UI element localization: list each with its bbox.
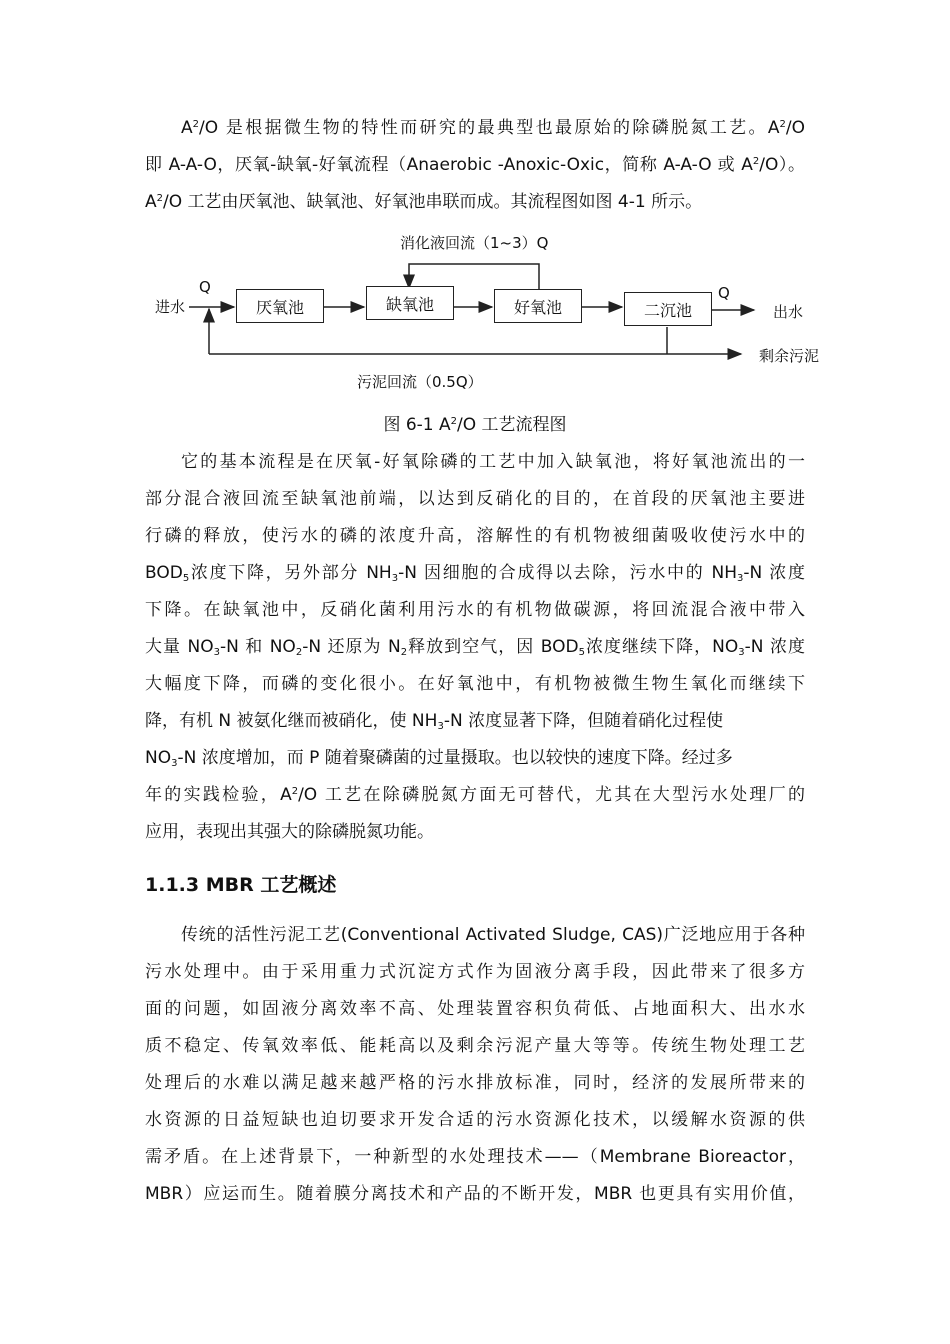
mbr-line-4: 质不稳定、传氧效率低、能耗高以及剩余污泥产量大等等。传统生物处理工艺 xyxy=(145,1036,805,1056)
process-line-11: 应用，表现出其强大的除磷脱氮功能。 xyxy=(145,822,434,842)
excess-sludge-label: 剩余污泥 xyxy=(759,347,820,365)
mbr-line-6: 水资源的日益短缺也迫切要求开发合适的污水资源化技术，以缓解水资源的供 xyxy=(145,1110,805,1130)
anaerobic-tank-box: 厌氧池 xyxy=(236,289,324,323)
mbr-line-7: 需矛盾。在上述背景下，一种新型的水处理技术——（Membrane Bioreactor， xyxy=(145,1147,805,1167)
intro-line-3: $A^2/O$ 工艺由厌氧池、缺氧池、好氧池串联而成。其流程图如图 4-1 所示。 xyxy=(145,192,703,212)
process-line-5: 下降。在缺氧池中，反硝化菌利用污水的有机物做碳源，将回流混合液中带入 xyxy=(145,600,805,620)
mbr-line-2: 污水处理中。由于采用重力式沉淀方式作为固液分离手段，因此带来了很多方 xyxy=(145,962,805,982)
process-line-3: 行磷的释放，使污水的磷的浓度升高，溶解性的有机物被细菌吸收使污水中的 xyxy=(145,526,805,546)
section-heading: 1.1.3 MBR 工艺概述 xyxy=(145,874,337,896)
process-line-2: 部分混合液回流至缺氧池前端，以达到反硝化的目的，在首段的厌氧池主要进 xyxy=(145,489,805,509)
a2o-flow-diagram xyxy=(145,230,835,395)
oxic-tank-box: 好氧池 xyxy=(494,289,582,323)
inlet-label: 进水 xyxy=(155,298,186,316)
process-line-8: 降，有机 N 被氨化继而被硝化，使 $NH_3-N$ 浓度显著下降，但随着硝化过程使 xyxy=(145,711,724,732)
mbr-line-5: 处理后的水难以满足越来越严格的污水排放标准，同时，经济的发展所带来的 xyxy=(145,1073,805,1093)
mbr-line-8: MBR）应运而生。随着膜分离技术和产品的不断开发，MBR 也更具有实用价值， xyxy=(145,1184,805,1204)
intro-paragraph xyxy=(145,110,805,221)
outlet-label: 出水 xyxy=(773,303,804,321)
process-line-9: $NO_3-N$ 浓度增加，而 P 随着聚磷菌的过量摄取。也以较快的速度下降。经过多 xyxy=(145,748,733,769)
anoxic-tank-box: 缺氧池 xyxy=(366,286,454,320)
nitrate-recycle-label: 消化液回流（1~3）Q xyxy=(400,234,549,252)
sludge-return-label: 污泥回流（0.5Q） xyxy=(357,373,483,391)
process-line-4: $BOD_5$浓度下降，另外部分 $NH_3-N$ 因细胞的合成得以去除，污水中的 $NH_3-N$ 浓度 xyxy=(145,563,805,584)
figure-caption: 图 6-1 $A^2/O$ 工艺流程图 xyxy=(383,415,567,435)
process-line-10: 年的实践检验，$A^2/O$ 工艺在除磷脱氮方面无可替代，尤其在大型污水处理厂的 xyxy=(145,785,805,805)
mbr-line-3: 面的问题，如固液分离效率不高、处理装置容积负荷低、占地面积大、出水水 xyxy=(145,999,805,1019)
secondary-clarifier-box: 二沉池 xyxy=(624,292,712,326)
intro-line-2: 即 A-A-O，厌氧-缺氧-好氧流程（Anaerobic -Anoxic-Oxic，简称 A-A-O 或 $A^2/O$）。 xyxy=(145,155,806,175)
process-line-6: 大量 $NO_3-N$ 和 $NO_2-N$ 还原为 $N_2$释放到空气，因 $BOD_5$浓度继续下降，$NO_3-N$ 浓度 xyxy=(145,637,805,658)
mbr-line-1: 传统的活性污泥工艺(Conventional Activated Sludge, CAS)广泛地应用于各种 xyxy=(181,925,805,945)
outlet-flow-label: Q xyxy=(718,284,730,302)
inlet-flow-label: Q xyxy=(199,278,211,296)
mbr-paragraph xyxy=(145,917,805,1213)
process-line-1: 它的基本流程是在厌氧-好氧除磷的工艺中加入缺氧池，将好氧池流出的一 xyxy=(181,452,805,472)
process-line-7: 大幅度下降，而磷的变化很小。在好氧池中，有机物被微生物生氧化而继续下 xyxy=(145,674,805,694)
intro-line-1: $A^2/O$ 是根据微生物的特性而研究的最典型也最原始的除磷脱氮工艺。$A^2/O$ xyxy=(181,118,805,138)
process-paragraph xyxy=(145,444,805,851)
